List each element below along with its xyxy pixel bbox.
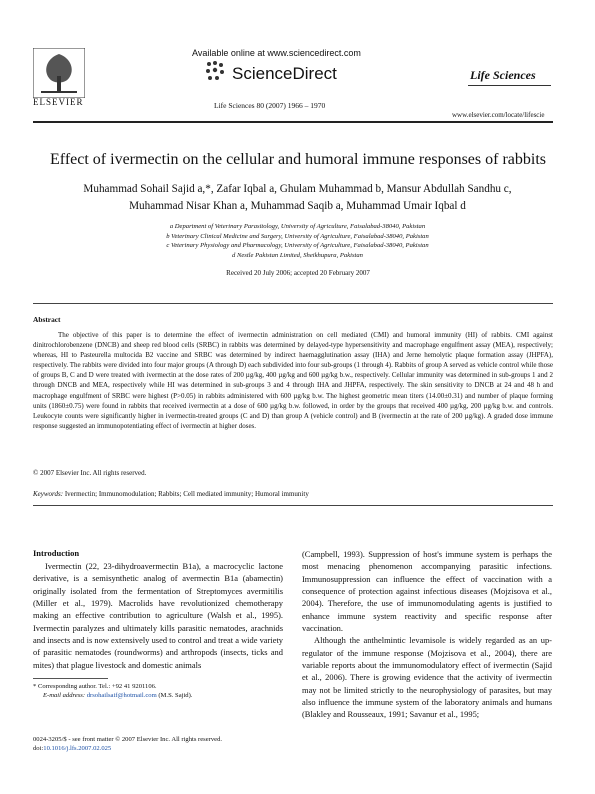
journal-reference: Life Sciences 80 (2007) 1966 – 1970 xyxy=(214,101,326,110)
keywords xyxy=(33,490,309,498)
affiliation: c Veterinary Physiology and Pharmacology, University of Agriculture, Faisalabad-38040, Pakistan xyxy=(166,242,429,250)
affiliation: d Nestle Pakistan Limited, Sheikhupura, Pakistan xyxy=(232,251,363,259)
footnote xyxy=(33,682,283,700)
footnote-rule xyxy=(33,678,108,679)
elsevier-tree-logo-icon xyxy=(33,48,85,98)
keywords-list: Ivermectin; Immunomodulation; Rabbits; Cell mediated immunity; Humoral immunity xyxy=(64,490,309,498)
body-column-left xyxy=(33,560,283,671)
article-title: Effect of ivermectin on the cellular and humoral immune responses of rabbits xyxy=(50,151,546,168)
body-paragraph: Although the anthelmintic levamisole is widely regarded as an up-regulator of the immune response (Mojzisova et al., 2004), there are variable reports about the immunomodulatory effect of ivermectin (Sajid et al., 2006). There is growing evidence that the activity of ivermectin may not be limited strictly to the neurophysiology of parasites, but may also influence the immune system of the laboratory animals and humans (Blakley and Rousseaux, 1991; Savanur et al., 1995; xyxy=(302,635,552,720)
abstract-heading: Abstract xyxy=(33,315,61,324)
journal-url[interactable]: www.elsevier.com/locate/lifescie xyxy=(452,111,545,119)
affiliation: a Department of Veterinary Parasitology, University of Agriculture, Faisalabad-38040, Pakistan xyxy=(169,223,426,230)
journal-name: Life Sciences xyxy=(470,68,536,82)
publisher-name: ELSEVIER xyxy=(33,97,84,107)
section-heading-introduction: Introduction xyxy=(33,548,80,558)
doi-line xyxy=(33,744,293,753)
received-dates: Received 20 July 2006; accepted 20 February 2007 xyxy=(226,269,370,277)
affiliations xyxy=(60,222,535,260)
author-line: Muhammad Nisar Khan a, Muhammad Saqib a, Muhammad Umair Iqbal d xyxy=(129,200,466,212)
email-link[interactable]: drsohailsaif@hotmail.com xyxy=(86,692,157,699)
sciencedirect-logo-icon xyxy=(205,60,225,82)
abstract-copyright: © 2007 Elsevier Inc. All rights reserved. xyxy=(33,469,147,477)
abstract-paragraph: The objective of this paper is to determine the effect of ivermectin administration on cell mediated (CMI) and humoral immunity (HI) of rabbits. CMI against dinitrochlorobenzene (DNCB) and sheep red blood cells (SRBC) in rabbits was determined by delayed-type hypersensitivity and macrophage engulfment assay (MEA), respectively; whereas, HI to Pasteurella multocida B2 vaccine and SRBC was determined by indirect haemagglutination assay (IHA) and Jerne hemolytic plaque formation assay (JHPFA), respectively. The rabbits were divided into four major groups (A through D) each subdivided into four sub-groups (1 through 4). Rabbits of group A served as vehicle control while those of groups B, C and D were treated with ivermectin at the dose rates of 200 µg/kg, 400 µg/kg and 600 µg/kg b.w., respectively. Cellular immunity was determined in sub-groups 1 and 2 through DNCB and MEA, respectively while HI was determined in sub-groups 3 and 4 through IHA and JHPFA, respectively. The skin sensitivity to DNCB at 24 and 48 h and macrophage engulfment of SRBC were highest (P>0.05) in rabbits administered with 600 µg/kg b.w. The highest geometric mean titers (14.00±0.31) and number of plaque forming units (1860±0.75) were found in rabbits that received ivermectin at a dose of 600 µg/kg b.w. followed, in order by the groups that received 400 µg/kg, 200 µg/kg b.w. and controls. Leukocyte counts were significantly higher in ivermectin-treated groups (C and D) than group A (vehicle control) and B (ivermectin at the rate of 200 µg/kg). A graded dose immune response suggested an immunopotentiating effect of ivermectin at higher doses. xyxy=(33,331,553,430)
email-label: E-mail address: xyxy=(43,692,86,699)
doi-label: doi: xyxy=(33,745,44,753)
author-line: Muhammad Sohail Sajid a,*, Zafar Iqbal a, Ghulam Muhammad b, Mansur Abdullah Sandhu c, xyxy=(83,183,512,195)
email-line xyxy=(33,691,283,700)
email-suffix: (M.S. Sajid). xyxy=(158,692,193,699)
body-paragraph: Ivermectin (22, 23-dihydroavermectin B1a), a macrocyclic lactone derivative, is a semisynthetic analog of avermectin B1a (abamectin) originally isolated from the fermentation of Streptomyces avermitilis (Miller et al., 1979). Macrolids have revolutionized chemotherapy making an effective contribution to agriculture (Walsh et al., 1995). Ivermectin paralyzes and ultimately kills parasitic nematodes, arachnids and insects and is now extensively used to control and treat a wide variety of parasitic nematodes (roundworms) and arthropods (insects, ticks and mites) that plague livestock and domestic animals xyxy=(33,561,284,670)
header-divider xyxy=(33,121,553,123)
journal-name-rule xyxy=(468,85,551,86)
affiliation: b Veterinary Clinical Medicine and Surgery, University of Agriculture, Faisalabad-38040, Pakistan xyxy=(166,232,429,240)
keywords-bottom-rule xyxy=(33,505,553,506)
issn-line: 0024-3205/$ - see front matter © 2007 Elsevier Inc. All rights reserved. xyxy=(33,736,223,743)
available-online-text[interactable]: Available online at www.sciencedirect.com xyxy=(192,48,361,58)
abstract-body xyxy=(33,330,553,431)
keywords-label: Keywords: xyxy=(33,490,64,498)
author-list xyxy=(45,181,550,215)
body-paragraph: (Campbell, 1993). Suppression of host's immune system is perhaps the most menacing phenomenon accompanying parasitic infections. Immunosuppression can influence the effect of vaccination with a consequence of protection against infectious diseases (Mojzisova et al., 2004). Therefore, the use of immunomodulating agents is justified to enhance immune system reactivity and specific response after vaccination. xyxy=(302,549,552,634)
brand-name: ScienceDirect xyxy=(232,64,337,83)
doi-link[interactable]: 10.1016/j.lfs.2007.02.025 xyxy=(43,745,112,753)
corresponding-author: * Corresponding author. Tel.: +92 41 9201106. xyxy=(33,683,157,690)
abstract-top-rule xyxy=(33,303,553,304)
body-column-right xyxy=(302,548,552,721)
bottom-info xyxy=(33,735,293,754)
